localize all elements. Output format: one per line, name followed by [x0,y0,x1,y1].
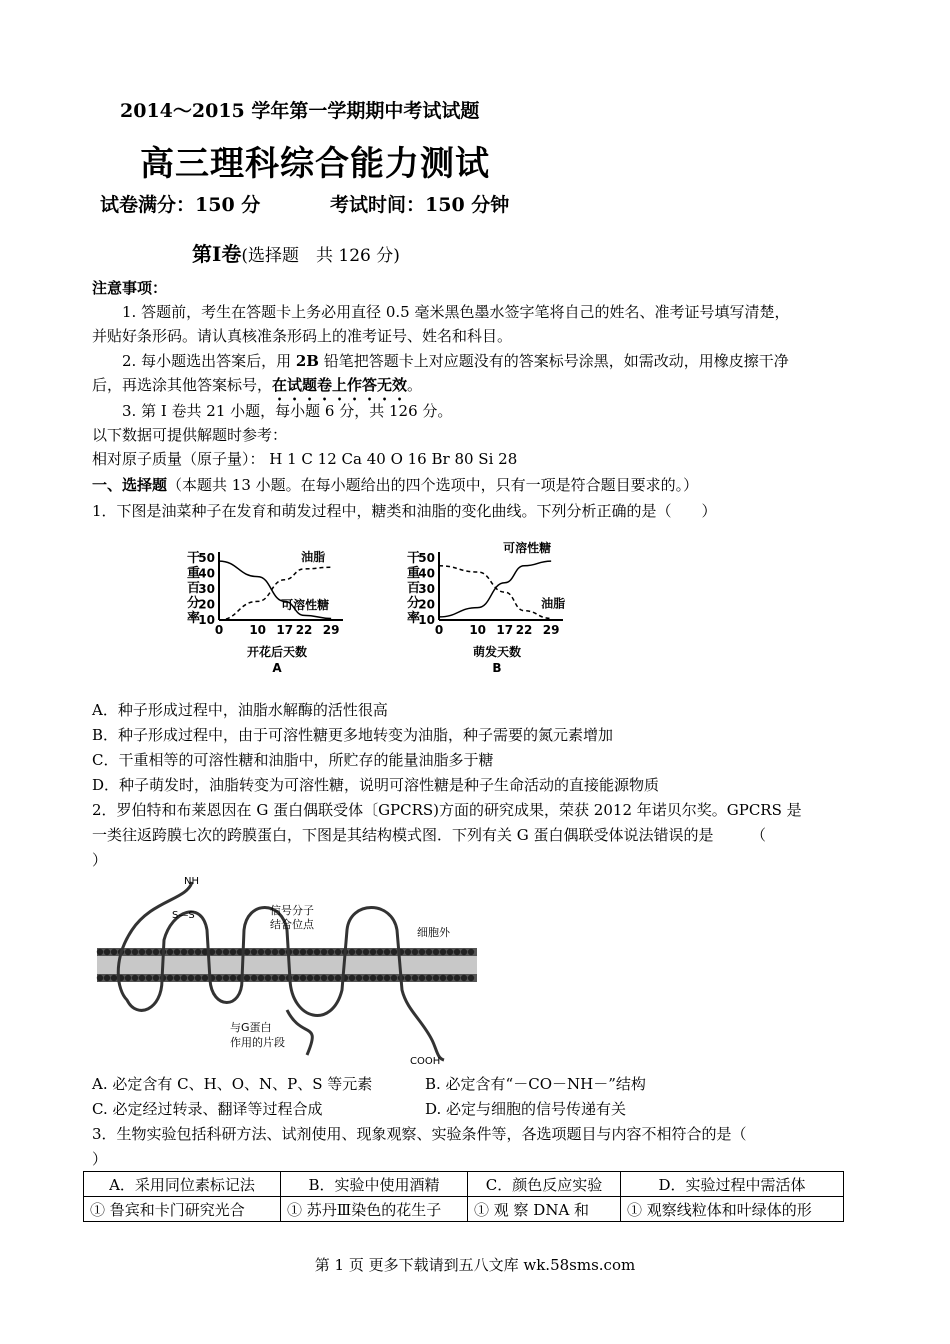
lipid-head [328,949,334,955]
y-axis-label-char: 重 [407,566,421,581]
lipid-head [111,949,117,955]
lipid-head [300,949,306,955]
lipid-head [272,975,278,981]
q1-option-d: D．种子萌发时，油脂转变为可溶性糖，说明可溶性糖是种子生命活动的直接能源物质 [92,776,660,794]
panel-label: B [492,661,502,675]
lipid-head [244,975,250,981]
x-axis-label: 开花后天数 [246,645,308,659]
q2-stem-line3: ） [92,851,108,869]
notice-item1-line1: 1. 答题前，考生在答题卡上务必用直径 0.5 毫米黑色墨水签字笔将自己的姓名、准考证号填写清楚， [122,303,790,321]
y-axis-label-char: 率 [187,611,201,626]
lipid-head [216,949,222,955]
series-label: 油脂 [301,550,326,565]
table-header-d: D．实验过程中需活体 [621,1172,844,1197]
series-label: 可溶性糖 [281,598,330,613]
y-axis-label-char: 干 [407,551,421,566]
lipid-head [307,975,313,981]
section-title-main: 第Ⅰ卷 [192,242,242,266]
lipid-head [125,975,131,981]
lipid-head [139,975,145,981]
x-tick-label: 10 [249,623,267,637]
q1-option-b: B．种子形成过程中，由于可溶性糖更多地转变为油脂，种子需要的氮元素增加 [92,726,614,744]
q1-option-c: C．干重相等的可溶性糖和油脂中，所贮存的能量油脂多于糖 [92,751,494,769]
lipid-head [258,949,264,955]
lipid-head [167,975,173,981]
notice-item2-line1 [122,350,862,371]
lipid-head [104,975,110,981]
table-row [84,1172,844,1197]
lipid-head [181,975,187,981]
lipid-head [468,975,474,981]
lipid-head [153,975,159,981]
lipid-head [412,975,418,981]
series-label: 油脂 [541,596,566,611]
table-header-a: A．采用同位素标记法 [84,1172,281,1197]
x-tick-label: 29 [322,623,340,637]
lipid-head [230,949,236,955]
lipid-head [251,949,257,955]
q2-stem-line1: 2．罗伯特和布莱恩因在 G 蛋白偶联受体〔GPCRS)方面的研究成果，荣获 2012 年诺贝尔奖。GPCRS 是 [92,801,802,819]
part1-heading-rest: （本题共 13 小题。在每小题给出的四个选项中，只有一项是符合题目要求的。） [167,476,699,494]
full-score: 试卷满分：150 分 [100,194,261,216]
notice-item2-c: 铅笔把答题卡上对应题没有的答案标号涂黑，如需改动，用橡皮擦干净 [318,352,789,370]
nh-label: NH [184,876,199,887]
lipid-head [377,975,383,981]
notice-item2-line2-a: 后，再选涂其他答案标号， [92,376,273,394]
y-axis-label-char: 率 [407,611,421,626]
lipid-head [454,975,460,981]
lipid-head [321,949,327,955]
lipid-head [356,949,362,955]
section-title [192,238,400,267]
table-cell: ① 观 察 DNA 和 [468,1197,621,1222]
binding-site-label: 结合位点 [270,918,314,931]
y-tick-label: 10 [418,613,435,627]
lipid-head [104,949,110,955]
lipid-head [440,949,446,955]
lipid-head [461,949,467,955]
reference-line1: 以下数据可提供解题时参考： [92,426,288,444]
lipid-head [188,975,194,981]
lipid-head [195,975,201,981]
q1-figure [175,540,635,680]
y-axis-label-char: 百 [187,581,201,596]
lipid-head [384,975,390,981]
lipid-head [426,975,432,981]
lipid-head [223,949,229,955]
x-axis-label: 萌发天数 [472,645,522,659]
lipid-head [335,949,341,955]
q1-option-a: A．种子形成过程中，油脂水解酶的活性很高 [92,701,388,719]
chart-panel-a [187,549,343,675]
series-line [439,566,551,619]
notice-item3: 3. 第 I 卷共 21 小题，每小题 6 分，共 126 分。 [122,402,453,420]
lipid-head [279,975,285,981]
lipid-head [321,975,327,981]
y-axis-label-char: 重 [187,566,201,581]
lipid-head [349,949,355,955]
signal-label: 信号分子 [270,904,314,917]
notice-item2-a: 2. 每小题选出答案后，用 [122,352,296,370]
q3-table [83,1171,844,1222]
lipid-head [223,975,229,981]
y-tick-label: 30 [198,582,215,596]
table-cell: ① 观察线粒体和叶绿体的形 [621,1197,844,1222]
series-line [439,561,551,617]
notice-item2-2b: 2B [295,352,319,370]
x-tick-label: 17 [276,623,294,637]
lipid-head [426,949,432,955]
lipid-head [132,975,138,981]
lipid-head [440,975,446,981]
lipid-head [454,949,460,955]
lipid-head [181,949,187,955]
lipid-head [370,975,376,981]
y-axis-label-char: 分 [187,596,201,611]
x-tick-label: 29 [542,623,560,637]
lipid-head [363,975,369,981]
lipid-head [97,949,103,955]
x-tick-label: 22 [295,623,313,637]
lipid-head [153,949,159,955]
q3-stem-line1: 3．生物实验包括科研方法、试剂使用、现象观察、实验条件等，各选项题目与内容不相符合的是（ [92,1125,747,1143]
notice-heading: 注意事项： [92,279,168,297]
outside-label: 细胞外 [417,926,450,939]
y-tick-label: 20 [198,597,215,612]
table-header-c: C．颜色反应实验 [468,1172,621,1197]
lipid-head [97,975,103,981]
lipid-head [391,949,397,955]
y-tick-label: 50 [418,551,435,565]
lipid-head [174,975,180,981]
q1-stem: 1．下图是油菜种子在发育和萌发过程中，糖类和油脂的变化曲线。下列分析正确的是（ ） [92,502,717,520]
x-tick-label: 10 [469,623,487,637]
lipid-head [300,975,306,981]
x-tick-label: 0 [434,623,444,637]
y-axis-label-char: 百 [407,581,421,596]
lipid-head [447,949,453,955]
reference-line2: 相对原子质量（原子量）： H 1 C 12 Ca 40 O 16 Br 80 Si 28 [92,450,518,468]
lipid-head [202,975,208,981]
lipid-head [363,949,369,955]
lipid-head [370,949,376,955]
lipid-head [314,975,320,981]
part1-heading-bold: 一、选择题 [92,476,168,494]
lipid-head [391,975,397,981]
gpcr-diagram [92,870,482,1070]
q2-stem-line2: 一类往返跨膜七次的跨膜蛋白，下图是其结构模式图．下列有关 G 蛋白偶联受体说法错误的是 （ [92,826,767,844]
y-axis-label-char: 干 [187,551,201,566]
notice-emphasis: 在试题卷上作答无效 [272,376,408,394]
y-tick-label: 30 [418,582,435,596]
exam-time: 考试时间：150 分钟 [330,194,510,216]
lipid-head [265,975,271,981]
q2-option-d: D. 必定与细胞的信号传递有关 [425,1100,627,1118]
lipid-head [188,949,194,955]
x-tick-label: 22 [515,623,533,637]
lipid-head [447,975,453,981]
x-tick-label: 17 [496,623,514,637]
g-protein-label: 与G蛋白 [230,1021,272,1034]
lipid-head [139,949,145,955]
part1-heading [92,474,862,495]
lipid-head [461,975,467,981]
notice-item1-line2: 并贴好条形码。请认真核准条形码上的准考证号、姓名和科目。 [92,327,513,345]
lipid-head [405,975,411,981]
q2-option-c: C. 必定经过转录、翻译等过程合成 [92,1100,323,1118]
lipid-head [279,949,285,955]
table-cell: ① 苏丹Ⅲ染色的花生子 [281,1197,468,1222]
panel-label: A [272,661,282,675]
lipid-head [265,949,271,955]
lipid-head [230,975,236,981]
lipid-head [195,949,201,955]
lipid-head [405,949,411,955]
lipid-head [251,975,257,981]
notice-item2-line2-c: 。 [407,376,423,394]
exam-title: 2014～2015 学年第一学期期中考试试题 [120,100,480,122]
table-cell: ① 鲁宾和卡门研究光合 [84,1197,281,1222]
q2-option-a: A. 必定含有 C、H、O、N、P、S 等元素 [92,1075,373,1093]
disulfide-label: S—S [172,910,195,921]
series-label: 可溶性糖 [503,540,552,555]
lipid-head [314,949,320,955]
lipid-head [377,949,383,955]
lipid-head [384,949,390,955]
y-tick-label: 50 [198,551,215,565]
page-footer: 第 1 页 更多下载请到五八文库 wk.58sms.com [314,1256,636,1274]
lipid-head [272,949,278,955]
lipid-head [244,949,250,955]
q3-stem-line2: ） [92,1150,108,1168]
lipid-head [419,975,425,981]
cooh-label: COOH [410,1056,441,1067]
y-axis-label-char: 分 [407,596,421,611]
lipid-head [125,949,131,955]
lipid-head [132,949,138,955]
lipid-head [146,949,152,955]
y-tick-label: 10 [198,613,215,627]
lipid-head [412,949,418,955]
q2-option-b: B. 必定含有“－CO－NH－”结构 [425,1075,646,1093]
test-title: 高三理科综合能力测试 [140,144,490,184]
lipid-head [433,949,439,955]
lipid-head [328,975,334,981]
section-title-sub: (选择题 共 126 分) [241,246,400,266]
lipid-head [146,975,152,981]
table-row [84,1197,844,1222]
y-tick-label: 20 [418,597,435,612]
table-header-b: B．实验中使用酒精 [281,1172,468,1197]
lipid-head [293,949,299,955]
lipid-head [167,949,173,955]
lipid-head [356,975,362,981]
x-tick-label: 0 [214,623,224,637]
fragment-label: 作用的片段 [230,1036,285,1049]
y-tick-label: 40 [198,566,215,581]
y-tick-label: 40 [418,566,435,581]
lipid-head [419,949,425,955]
lipid-head [307,949,313,955]
chart-panel-b [407,540,565,675]
lipid-head [433,975,439,981]
lipid-head [258,975,264,981]
lipid-head [174,949,180,955]
lipid-head [335,975,341,981]
lipid-head [216,975,222,981]
lipid-head [468,949,474,955]
lipid-head [349,975,355,981]
lipid-head [111,975,117,981]
lipid-head [293,975,299,981]
